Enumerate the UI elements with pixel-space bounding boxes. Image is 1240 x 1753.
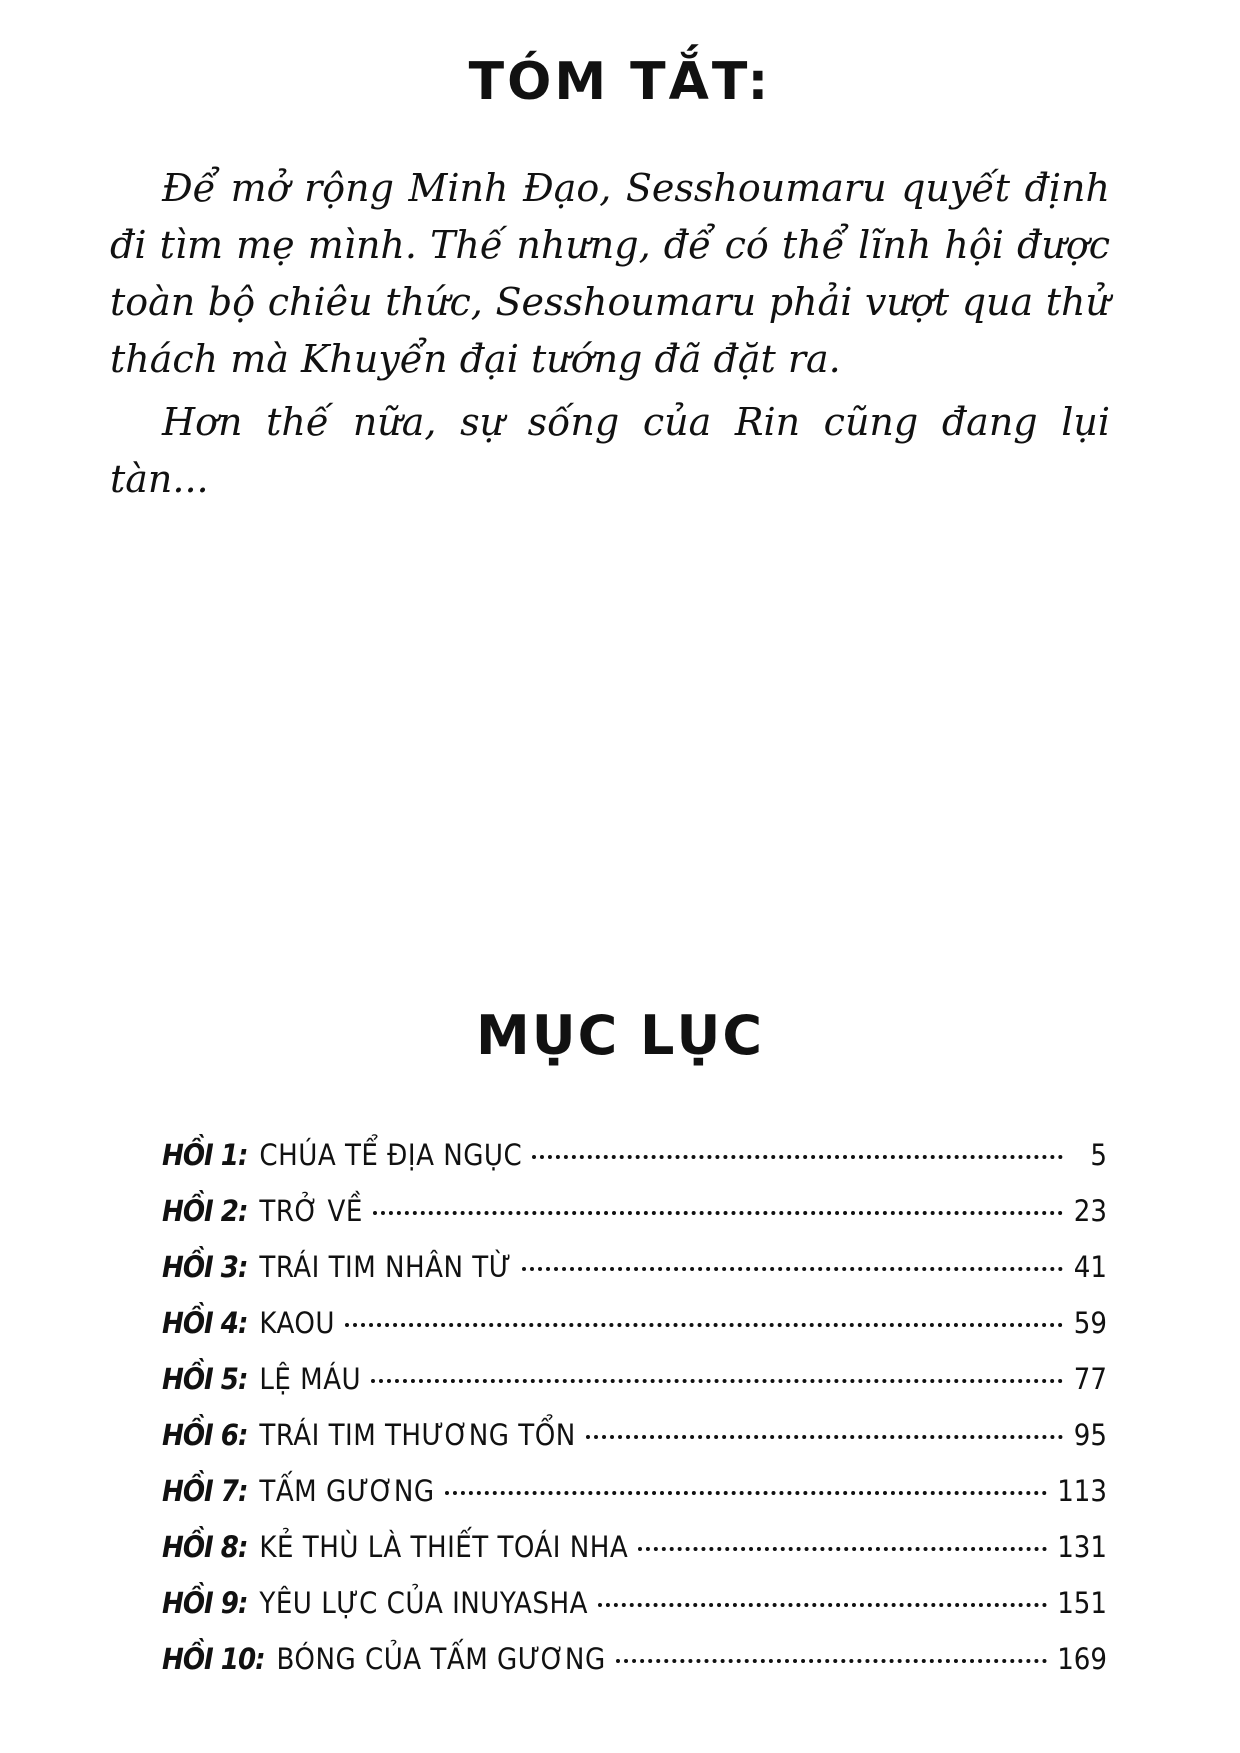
toc-entry-label: HỒI 9: [162,1586,248,1620]
toc-entry-3 [162,1250,1107,1306]
toc-entry-name: LỆ MÁU [259,1362,362,1396]
toc-dot-leader [445,1491,1048,1495]
toc-entry-name: CHÚA TỂ ĐỊA NGỤC [259,1138,523,1172]
toc-entry-page: 23 [1073,1194,1107,1228]
toc-entry-name: TRỞ VỀ [259,1194,363,1228]
summary-title: TÓM TẮT: [468,52,772,112]
toc-dot-leader [532,1155,1063,1159]
toc-entry-8 [162,1530,1107,1586]
summary-paragraph: Để mở rộng Minh Đạo, Sesshoumaru quyết định đi tìm mẹ mình. Thế nhưng, để có thể lĩnh hội được toàn bộ chiêu thức, Sesshoumaru phải vượt qua thử thách mà Khuyển đại tướng đã đặt ra. [110,166,1110,381]
toc-dot-leader [371,1379,1063,1383]
toc-dot-leader [345,1323,1063,1327]
toc-entry-label: HỒI 3: [162,1250,248,1284]
toc-entry-5 [162,1362,1107,1418]
toc-entry-1 [162,1138,1107,1194]
summary-paragraph: Hơn thế nữa, sự sống của Rin cũng đang lụi tàn... [110,400,1110,501]
toc-entry-label: HỒI 1: [162,1138,248,1172]
toc-entry-name: BÓNG CỦA TẤM GƯƠNG [276,1642,606,1676]
toc-entry-4 [162,1306,1107,1362]
toc-entry-page: 131 [1057,1530,1107,1564]
toc-entry-name: TẤM GƯƠNG [259,1474,435,1508]
toc-dot-leader [373,1211,1063,1215]
toc-entry-7 [162,1474,1107,1530]
toc-entry-name: TRÁI TIM NHÂN TỪ [259,1250,512,1284]
toc-entry-label: HỒI 2: [162,1194,248,1228]
toc-entry-page: 151 [1057,1586,1107,1620]
toc-entry-name: KẺ THÙ LÀ THIẾT TOÁI NHA [259,1530,629,1564]
summary-text [110,160,1110,508]
toc-dot-leader [616,1659,1048,1663]
toc-entry-label: HỒI 4: [162,1306,248,1340]
toc-entry-10 [162,1642,1107,1698]
toc-entry-name: TRÁI TIM THƯƠNG TỔN [259,1418,576,1452]
toc-entry-page: 41 [1073,1250,1107,1284]
toc-entry-name: YÊU LỰC CỦA INUYASHA [259,1586,588,1620]
toc-entry-page: 95 [1073,1418,1107,1452]
toc-dot-leader [638,1547,1047,1551]
toc-title: MỤC LỤC [476,1004,764,1067]
toc-entry-page: 113 [1057,1474,1107,1508]
toc-entry-label: HỒI 8: [162,1530,248,1564]
toc-entry-name: KAOU [259,1306,335,1340]
toc-entry-page: 5 [1090,1138,1107,1172]
toc-entry-page: 77 [1073,1362,1107,1396]
toc-dot-leader [586,1435,1063,1439]
toc-dot-leader [522,1267,1063,1271]
toc-entry-label: HỒI 5: [162,1362,248,1396]
toc-entry-page: 59 [1073,1306,1107,1340]
toc-entry-2 [162,1194,1107,1250]
toc-entry-9 [162,1586,1107,1642]
toc-entry-label: HỒI 10: [162,1642,265,1676]
toc-dot-leader [598,1603,1047,1607]
table-of-contents [162,1138,1107,1698]
toc-entry-label: HỒI 6: [162,1418,248,1452]
toc-entry-6 [162,1418,1107,1474]
toc-entry-label: HỒI 7: [162,1474,248,1508]
toc-entry-page: 169 [1057,1642,1107,1676]
